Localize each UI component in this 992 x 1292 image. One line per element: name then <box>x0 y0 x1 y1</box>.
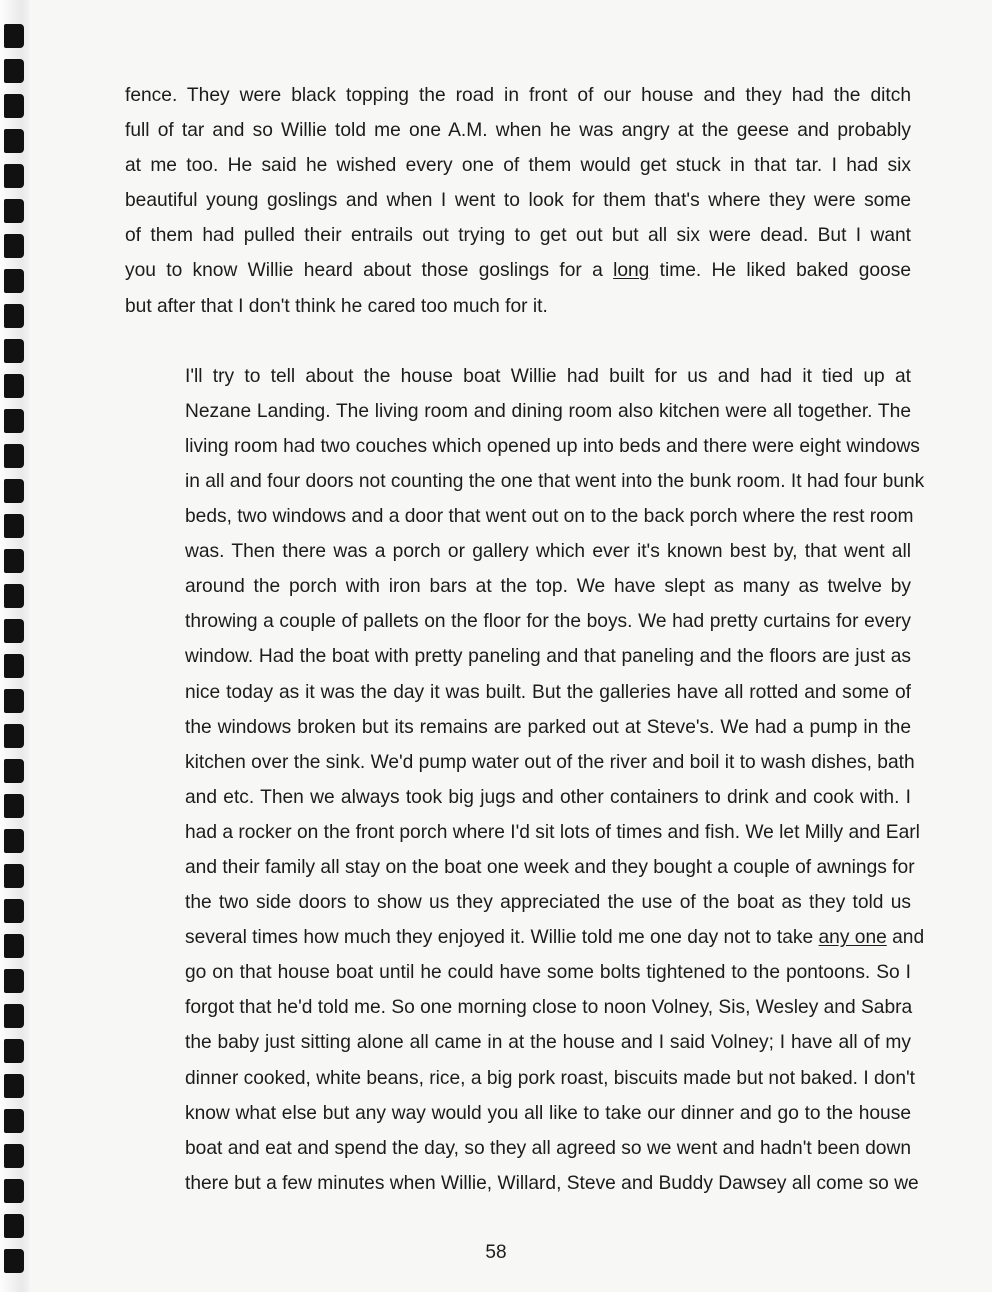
text-run: know what else but any way would you all like to take our dinner and go to the house <box>185 1102 911 1124</box>
text-run: I'll try to tell about the house boat Willie had built for us and had it tied up at <box>185 365 911 387</box>
binding-ring <box>4 549 24 573</box>
binding-ring <box>4 1179 24 1203</box>
text-line <box>125 253 911 288</box>
text-run: living room had two couches which opened up into beds and there were eight windows <box>185 435 920 457</box>
binding-ring <box>4 1214 24 1238</box>
text-run: and their family all stay on the boat one week and they bought a couple of awnings for <box>185 856 915 878</box>
text-run: you to know Willie heard about those goslings for a <box>125 260 614 282</box>
text-line <box>125 394 911 429</box>
text-run: the baby just sitting alone all came in at the house and I said Volney; I have all of my <box>185 1032 911 1054</box>
binding-ring <box>4 234 24 258</box>
document-body <box>125 78 925 1201</box>
binding-ring <box>4 864 24 888</box>
binding-ring <box>4 969 24 993</box>
text-line <box>125 534 911 569</box>
binding-ring <box>4 584 24 608</box>
text-run: forgot that he'd told me. So one morning close to noon Volney, Sis, Wesley and Sabra <box>185 997 913 1019</box>
binding-ring <box>4 374 24 398</box>
text-line <box>125 1061 916 1096</box>
text-run: around the porch with iron bars at the top. We have slept as many as twelve by <box>185 576 911 598</box>
text-line <box>125 675 911 710</box>
text-run: boat and eat and spend the day, so they all agreed so we went and hadn't been down <box>185 1137 911 1159</box>
text-run: but after that I don't think he cared too much for it. <box>125 295 548 317</box>
text-line <box>125 464 925 499</box>
binding-ring <box>4 339 24 363</box>
binding-ring <box>4 94 24 118</box>
text-run: at me too. He said he wished every one of them would get stuck in that tar. I had six <box>125 155 911 177</box>
binding-ring <box>4 759 24 783</box>
binding-ring <box>4 829 24 853</box>
text-line <box>125 289 911 324</box>
binding-ring <box>4 479 24 503</box>
text-line <box>125 1025 911 1060</box>
binding-ring <box>4 794 24 818</box>
underlined-text: long <box>613 260 650 282</box>
text-line <box>125 429 920 464</box>
underlined-text: any one <box>818 927 887 949</box>
spiral-binding <box>0 0 30 1292</box>
text-run: of them had pulled their entrails out trying to get out but all six were dead. But I want <box>125 225 911 247</box>
text-run: kitchen over the sink. We'd pump water out of the river and boil it to wash dishes, bath <box>185 751 915 773</box>
binding-ring <box>4 654 24 678</box>
binding-ring <box>4 129 24 153</box>
binding-ring <box>4 409 24 433</box>
binding-ring <box>4 1074 24 1098</box>
binding-ring <box>4 514 24 538</box>
binding-ring <box>4 24 24 48</box>
text-run: throwing a couple of pallets on the floor for the boys. We had pretty curtains for every <box>185 611 911 633</box>
paragraph <box>125 78 911 324</box>
binding-ring <box>4 934 24 958</box>
text-run: dinner cooked, white beans, rice, a big pork roast, biscuits made but not baked. I don't <box>185 1067 916 1089</box>
text-line <box>125 885 911 920</box>
text-run: beds, two windows and a door that went out on to the back porch where the rest room <box>185 506 914 528</box>
binding-ring <box>4 1144 24 1168</box>
text-line <box>125 218 911 253</box>
text-line <box>125 1166 919 1201</box>
binding-ring <box>4 269 24 293</box>
text-line <box>125 183 911 218</box>
text-run: the two side doors to show us they appreciated the use of the boat as they told us <box>185 892 911 914</box>
binding-ring <box>4 1039 24 1063</box>
text-run: Nezane Landing. The living room and dining room also kitchen were all together. The <box>185 400 911 422</box>
binding-ring <box>4 689 24 713</box>
text-run: time. He liked baked goose <box>649 260 911 282</box>
page-number: 58 <box>485 1242 507 1263</box>
text-run: full of tar and so Willie told me one A.M. when he was angry at the geese and probably <box>125 120 911 142</box>
binding-ring <box>4 1004 24 1028</box>
binding-ring <box>4 59 24 83</box>
text-run: several times how much they enjoyed it. Willie told me one day not to take <box>185 927 819 949</box>
text-line <box>125 815 920 850</box>
text-line <box>125 604 911 639</box>
binding-ring <box>4 619 24 643</box>
text-line <box>125 1096 911 1131</box>
text-run: in all and four doors not counting the one that went into the bunk room. It had four bunk <box>185 470 925 492</box>
text-run: nice today as it was the day it was built. But the galleries have all rotted and some of <box>185 681 911 703</box>
text-line <box>125 148 911 183</box>
text-line <box>125 113 911 148</box>
text-run: window. Had the boat with pretty paneling and that paneling and the floors are just as <box>185 646 911 668</box>
text-line <box>125 359 911 394</box>
binding-ring <box>4 199 24 223</box>
text-line <box>125 990 911 1025</box>
text-line <box>125 639 911 674</box>
text-run: had a rocker on the front porch where I'd sit lots of times and fish. We let Milly and Earl <box>185 821 920 843</box>
text-line <box>125 1131 911 1166</box>
text-line <box>125 850 915 885</box>
binding-ring <box>4 1109 24 1133</box>
text-run: there but a few minutes when Willie, Willard, Steve and Buddy Dawsey all come so we <box>185 1172 919 1194</box>
text-run: fence. They were black topping the road in front of our house and they had the ditch <box>125 85 911 106</box>
text-line <box>125 955 911 990</box>
binding-ring <box>4 164 24 188</box>
text-run: and <box>886 927 925 949</box>
binding-ring <box>4 444 24 468</box>
binding-ring <box>4 724 24 748</box>
text-line <box>125 745 915 780</box>
text-run: the windows broken but its remains are parked out at Steve's. We had a pump in the <box>185 716 911 738</box>
binding-ring <box>4 304 24 328</box>
text-line <box>125 780 911 815</box>
binding-ring <box>4 899 24 923</box>
text-run: beautiful young goslings and when I went to look for them that's where they were some <box>125 190 911 212</box>
text-line <box>125 499 914 534</box>
paragraph <box>125 359 925 1201</box>
text-line <box>125 569 911 604</box>
text-line <box>125 710 911 745</box>
text-line <box>125 78 911 113</box>
text-run: go on that house boat until he could have some bolts tightened to the pontoons. So I <box>185 962 911 984</box>
text-line <box>125 920 925 955</box>
text-run: and etc. Then we always took big jugs and other containers to drink and cook with. I <box>185 786 911 808</box>
text-run: was. Then there was a porch or gallery which ever it's known best by, that went all <box>185 541 911 563</box>
